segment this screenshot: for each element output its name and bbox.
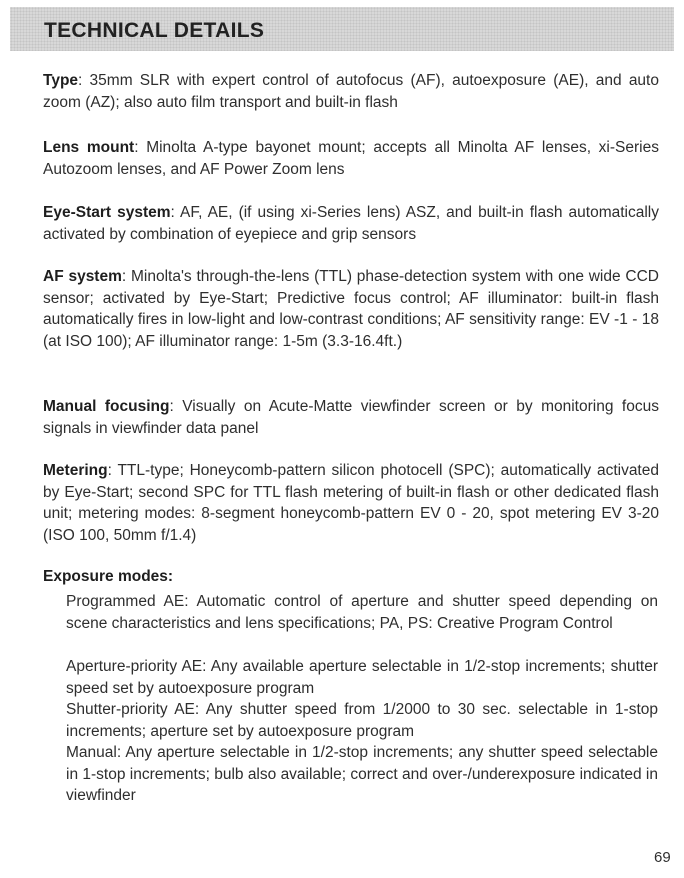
spec-af-system: AF system: Minolta's through-the-lens (TTL) phase-detection system with one wide CCD sensor; activated by Eye-Start; Predictive focus control; AF illuminator: built-in flash automatically fires in low-light and low-contrast conditions; AF sensitivity range: EV -1 - 18 (at ISO 100); AF illuminator range: 1-5m (3.3-16.4ft.) xyxy=(43,268,659,350)
spec-manual-focusing: Manual focusing: Visually on Acute-Matte viewfinder screen or by monitoring focus signals in viewfinder data panel xyxy=(43,398,659,437)
exposure-modes-heading: Exposure modes: xyxy=(43,568,174,585)
spec-eye-start-system: Eye-Start system: AF, AE, (if using xi-Series lens) ASZ, and built-in flash automatically activated by combination of eyepiece and grip sensors xyxy=(43,204,659,243)
spec-text: Minolta A-type bayonet mount; accepts all Minolta AF lenses, xi-Series Autozoom lenses, and AF Power Zoom lens xyxy=(43,139,659,178)
exposure-mode-manual: Manual: Any aperture selectable in 1/2-stop increments; any shutter speed selectable in 1-stop increments; bulb also available; correct and over-/underexposure indicated in viewfinder xyxy=(66,744,658,805)
spec-term: Lens mount xyxy=(43,139,135,156)
page-number: 69 xyxy=(654,849,671,866)
exposure-modes-title: Exposure modes xyxy=(43,568,168,585)
spec-lens-mount: Lens mount: Minolta A-type bayonet mount; accepts all Minolta AF lenses, xi-Series Autozoom lenses, and AF Power Zoom lens xyxy=(43,139,659,178)
spec-term: Type xyxy=(43,72,79,89)
spec-text: 35mm SLR with expert control of autofocus (AF), autoexposure (AE), and auto zoom (AZ); also auto film transport and built-in flash xyxy=(43,72,659,111)
spec-term: Metering xyxy=(43,462,108,479)
exposure-mode-shutter-priority: Shutter-priority AE: Any shutter speed from 1/2000 to 30 sec. selectable in 1-stop increments; aperture set by autoexposure program xyxy=(66,701,658,740)
spec-term: Eye-Start system xyxy=(43,204,171,221)
spec-metering: Metering: TTL-type; Honeycomb-pattern silicon photocell (SPC); automatically activated by Eye-Start; second SPC for TTL flash metering of built-in flash or other dedicated flash unit; metering modes: 8-segment honeycomb-pattern EV 0 - 20, spot metering EV 3-20 (ISO 100, 50mm f/1.4) xyxy=(43,462,659,544)
exposure-mode-aperture-priority: Aperture-priority AE: Any available aperture selectable in 1/2-stop increments; shutter speed set by autoexposure program xyxy=(66,658,658,697)
spec-term: Manual focusing xyxy=(43,398,170,415)
spec-text: Minolta's through-the-lens (TTL) phase-detection system with one wide CCD sensor; activated by Eye-Start; Predictive focus control; AF illuminator: built-in flash automatically fires in low-light and low-contrast conditions; AF sensitivity range: EV -1 - 18 (at ISO 100); AF illuminator range: 1-5m (3.3-16.4ft.) xyxy=(43,268,659,350)
spec-term: AF system xyxy=(43,268,122,285)
page-title: TECHNICAL DETAILS xyxy=(44,19,265,42)
spec-type: Type: 35mm SLR with expert control of autofocus (AF), autoexposure (AE), and auto zoom (AZ); also auto film transport and built-in flash xyxy=(43,72,659,111)
exposure-mode-programmed: Programmed AE: Automatic control of aperture and shutter speed depending on scene characteristics and lens specifications; PA, PS: Creative Program Control xyxy=(66,593,658,632)
spec-text: AF, AE, (if using xi-Series lens) ASZ, and built-in flash automatically activated by combination of eyepiece and grip sensors xyxy=(43,204,659,243)
spec-text: Visually on Acute-Matte viewfinder screen or by monitoring focus signals in viewfinder data panel xyxy=(43,398,659,437)
spec-text: TTL-type; Honeycomb-pattern silicon photocell (SPC); automatically activated by Eye-Start; second SPC for TTL flash metering of built-in flash or other dedicated flash unit; metering modes: 8-segment honeycomb-pattern EV 0 - 20, spot metering EV 3-20 (ISO 100, 50mm f/1.4) xyxy=(43,462,659,544)
